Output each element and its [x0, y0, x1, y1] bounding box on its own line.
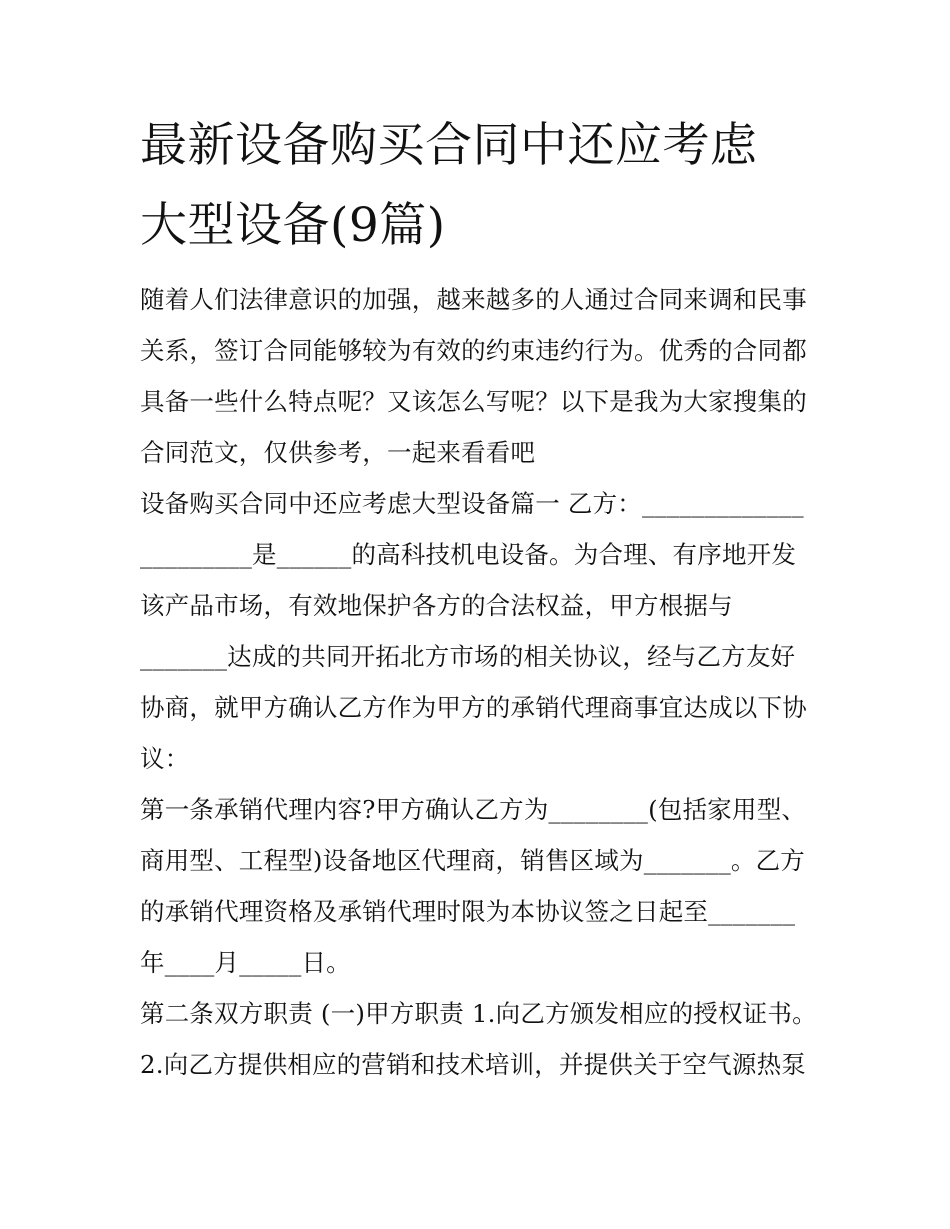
- document-title-line-2: 大型设备(9篇): [140, 198, 446, 253]
- document-title-line-1: 最新设备购买合同中还应考虑: [140, 118, 758, 173]
- body-line-6: _________是______的高科技机电设备。为合理、有序地开发: [140, 540, 797, 569]
- body-line-10: 议：: [140, 744, 190, 773]
- body-line-13: 的承销代理资格及承销代理时限为本协议签之日起至_______: [140, 897, 796, 926]
- body-line-16: 2.向乙方提供相应的营销和技术培训，并提供关于空气源热泵: [140, 1050, 806, 1079]
- body-line-2: 关系，签订合同能够较为有效的约束违约行为。优秀的合同都: [140, 336, 807, 365]
- body-line-11: 第一条承销代理内容?甲方确认乙方为________(包括家用型、: [140, 795, 807, 824]
- body-line-3: 具备一些什么特点呢？又该怎么写呢？以下是我为大家搜集的: [140, 387, 807, 416]
- body-line-1: 随着人们法律意识的加强，越来越多的人通过合同来调和民事: [140, 285, 807, 314]
- body-line-8: _______达成的共同开拓北方市场的相关协议，经与乙方友好: [140, 642, 796, 671]
- body-line-12: 商用型、工程型)设备地区代理商，销售区域为_______。乙方: [140, 846, 806, 875]
- body-line-5: 设备购买合同中还应考虑大型设备篇一 乙方：_____________: [140, 489, 804, 518]
- body-line-4: 合同范文，仅供参考，一起来看看吧: [140, 438, 536, 467]
- body-line-9: 协商，就甲方确认乙方作为甲方的承销代理商事宜达成以下协: [140, 693, 807, 722]
- body-line-7: 该产品市场，有效地保护各方的合法权益，甲方根据与: [140, 591, 733, 620]
- body-line-15: 第二条双方职责 (一)甲方职责 1.向乙方颁发相应的授权证书。: [140, 999, 817, 1028]
- body-line-14: 年____月_____日。: [140, 948, 351, 977]
